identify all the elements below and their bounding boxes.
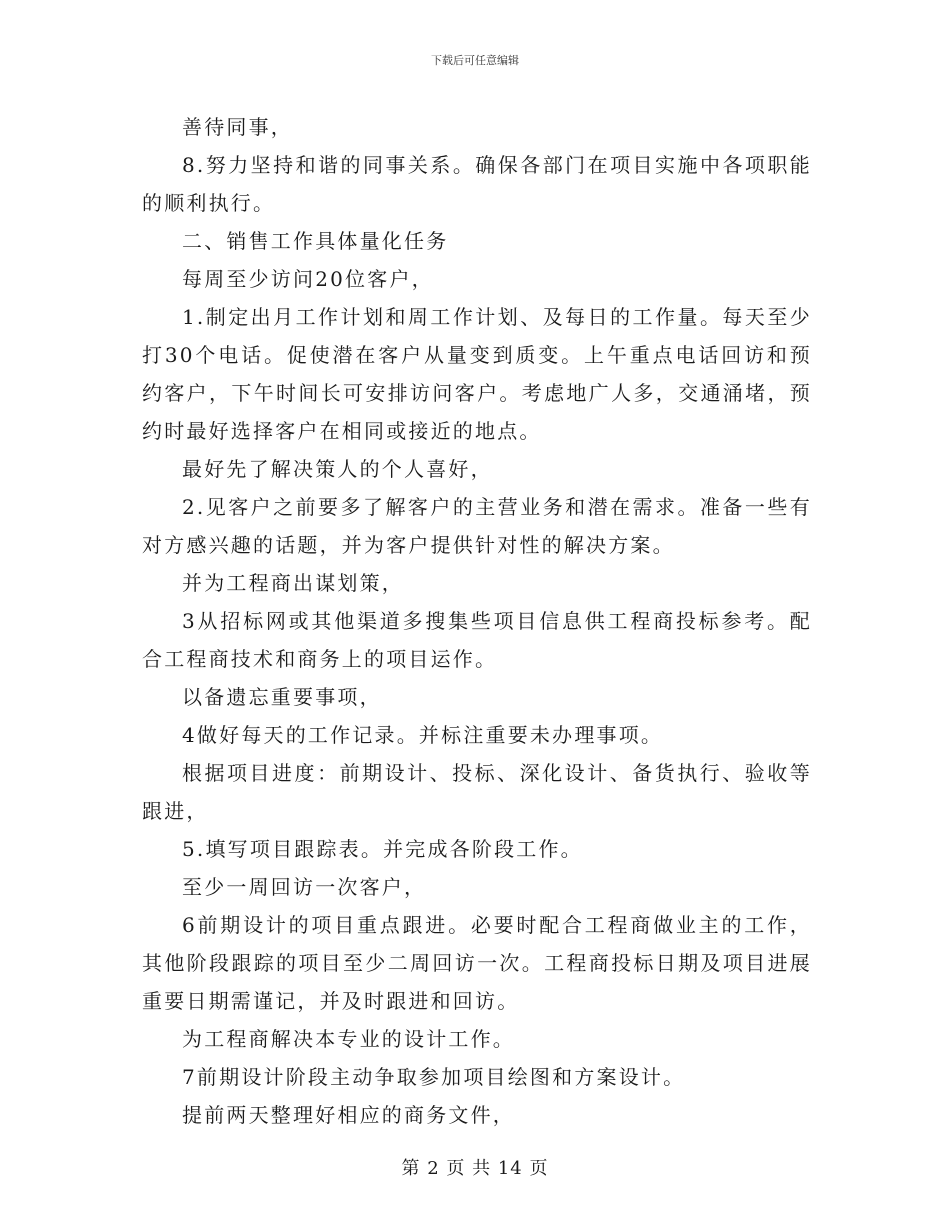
paragraph: 6前期设计的项目重点跟进。必要时配合工程商做业主的工作，其他阶段跟踪的项目至少二周回访一次。工程商投标日期及项目进展重要日期需谨记，并及时跟进和回访。 bbox=[142, 913, 812, 1013]
paragraph: 善待同事， bbox=[182, 115, 293, 139]
document-body bbox=[142, 108, 812, 1134]
paragraph: 5.填写项目跟踪表。并完成各阶段工作。 bbox=[182, 837, 583, 861]
paragraph: 每周至少访问20位客户， bbox=[182, 267, 434, 291]
page-number-footer: 第 2 页 共 14 页 bbox=[401, 1158, 549, 1179]
paragraph: 3从招标网或其他渠道多搜集些项目信息供工程商投标参考。配合工程商技术和商务上的项目运作。 bbox=[142, 609, 812, 671]
paragraph: 二、销售工作具体量化任务 bbox=[182, 229, 449, 253]
paragraph: 根据项目进度：前期设计、投标、深化设计、备货执行、验收等跟进， bbox=[142, 761, 812, 823]
paragraph: 2.见客户之前要多了解客户的主营业务和潜在需求。准备一些有对方感兴趣的话题，并为客户提供针对性的解决方案。 bbox=[142, 495, 812, 557]
paragraph: 至少一周回访一次客户， bbox=[182, 875, 427, 899]
paragraph: 提前两天整理好相应的商务文件， bbox=[182, 1103, 515, 1127]
paragraph: 最好先了解决策人的个人喜好， bbox=[182, 457, 493, 481]
paragraph: 7前期设计阶段主动争取参加项目绘图和方案设计。 bbox=[182, 1065, 686, 1089]
paragraph: 为工程商解决本专业的设计工作。 bbox=[182, 1027, 515, 1051]
paragraph: 以备遗忘重要事项， bbox=[182, 685, 382, 709]
paragraph: 1.制定出月工作计划和周工作计划、及每日的工作量。每天至少打30个电话。促使潜在客户从量变到质变。上午重点电话回访和预约客户，下午时间长可安排访问客户。考虑地广人多，交通涌堵，预约时最好选择客户在相同或接近的地点。 bbox=[142, 305, 812, 443]
page-header-note: 下载后可任意编辑 bbox=[431, 54, 519, 67]
paragraph: 4做好每天的工作记录。并标注重要未办理事项。 bbox=[182, 723, 664, 747]
paragraph: 并为工程商出谋划策， bbox=[182, 571, 404, 595]
paragraph: 8.努力坚持和谐的同事关系。确保各部门在项目实施中各项职能的顺利执行。 bbox=[142, 153, 812, 215]
